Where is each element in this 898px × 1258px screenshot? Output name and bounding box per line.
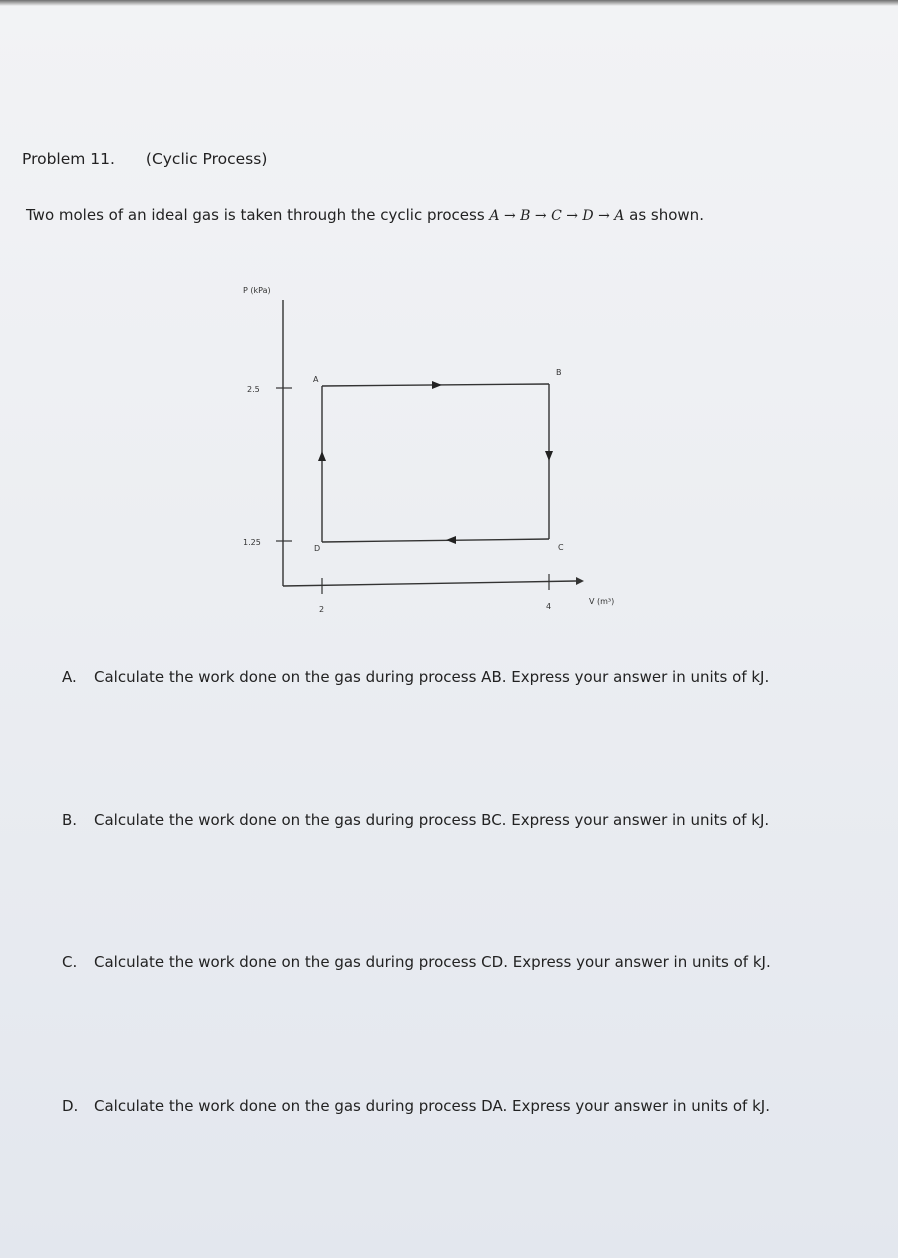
arrow-ab-right [432, 381, 442, 389]
point-label-c: C [558, 543, 564, 552]
question-b [62, 811, 769, 829]
y-tick-label-2.5: 2.5 [247, 385, 260, 394]
statement-text-before: Two moles of an ideal gas is taken through the cyclic process [26, 206, 490, 224]
y-axis-label: P (kPa) [243, 286, 271, 295]
question-letter: D. [62, 1097, 79, 1115]
process-ab [322, 384, 549, 386]
problem-number: Problem 11. [22, 150, 115, 168]
point-label-d: D [314, 544, 321, 553]
x-tick-label-4: 4 [546, 602, 552, 611]
problem-statement [26, 206, 704, 224]
point-label-a: A [313, 375, 319, 384]
question-text: Calculate the work done on the gas during process CD. Express your answer in units of kJ. [94, 953, 771, 971]
point-label-b: B [556, 368, 562, 377]
question-letter: B. [62, 811, 78, 829]
arrow-cd-left [446, 536, 456, 544]
statement-text-after: as shown. [624, 206, 704, 224]
process-cd [322, 539, 549, 542]
arrow-bc-down [545, 451, 553, 461]
process-sequence: A → B → C → D → A [489, 208, 625, 224]
question-letter: C. [62, 953, 78, 971]
question-text: Calculate the work done on the gas during process DA. Express your answer in units of kJ. [94, 1097, 770, 1115]
x-axis [283, 581, 576, 586]
question-text: Calculate the work done on the gas during process BC. Express your answer in units of kJ. [94, 811, 770, 829]
question-a [62, 668, 769, 686]
problem-heading [22, 150, 267, 168]
x-axis-label: V (m³) [589, 597, 615, 606]
y-tick-label-1.25: 1.25 [243, 538, 261, 547]
page-top-edge [0, 0, 898, 6]
x-axis-arrowhead [576, 577, 584, 585]
question-d [62, 1097, 770, 1115]
question-c [62, 953, 771, 971]
x-tick-label-2: 2 [319, 605, 325, 614]
question-letter: A. [62, 668, 77, 686]
arrow-da-up [318, 451, 326, 461]
problem-topic: (Cyclic Process) [145, 150, 268, 168]
question-text: Calculate the work done on the gas during process AB. Express your answer in units of kJ. [94, 668, 770, 686]
